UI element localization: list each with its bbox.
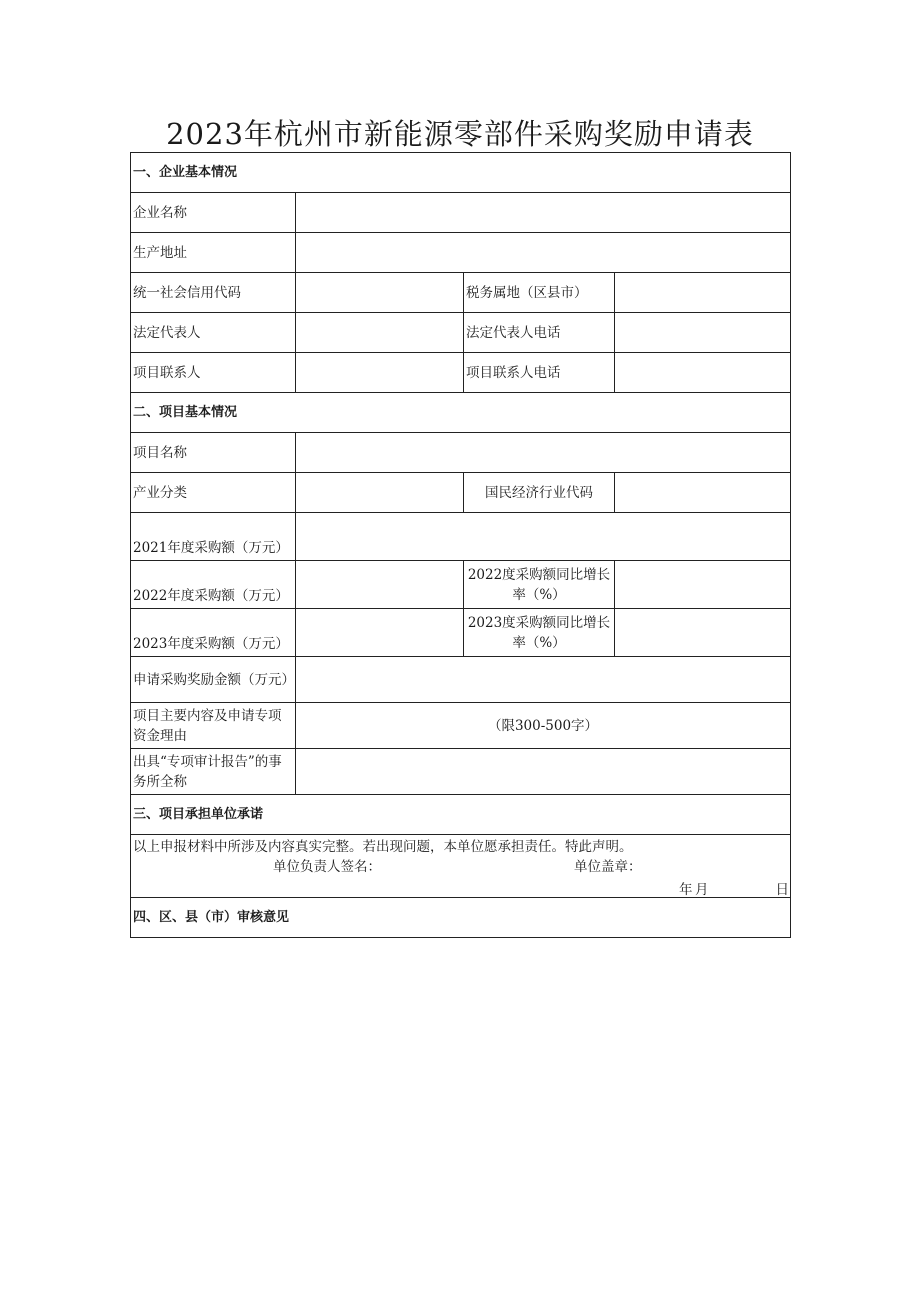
reward-amount-field[interactable] [296,657,791,703]
project-name-field[interactable] [296,433,791,473]
section-1-heading-row [131,153,791,193]
purchase-2023-label: 2023年度采购额（万元） [131,609,296,657]
project-name-label: 项目名称 [131,433,296,473]
industry-row [131,473,791,513]
purchase-2022-label: 2022年度采购额（万元） [131,561,296,609]
legal-rep-row [131,313,791,353]
section-1-heading: 一、企业基本情况 [131,153,791,193]
industry-code-label: 国民经济行业代码 [464,473,615,513]
legal-rep-phone-label: 法定代表人电话 [464,313,615,353]
legal-rep-field[interactable] [296,313,464,353]
promise-statement: 以上申报材料中所涉及内容真实完整。若出现问题，本单位愿承担责任。特此声明。 [133,839,633,855]
purchase-2023-row [131,609,791,657]
date-day: 日 [775,882,790,898]
promise-cell [131,835,791,898]
address-row [131,233,791,273]
seal-label: 单位盖章： [574,859,642,875]
audit-firm-row [131,749,791,795]
legal-rep-phone-field[interactable] [615,313,791,353]
growth-2023-field[interactable] [615,609,791,657]
content-limit-hint: （限300-500字） [487,717,599,734]
signer-label: 单位负责人签名： [273,859,381,875]
contact-phone-field[interactable] [615,353,791,393]
purchase-2021-label: 2021年度采购额（万元） [131,513,296,561]
purchase-2022-row [131,561,791,609]
industry-field[interactable] [296,473,464,513]
section-4-heading-row [131,898,791,938]
promise-row [131,835,791,898]
company-name-row [131,193,791,233]
address-label: 生产地址 [131,233,296,273]
tax-area-field[interactable] [615,273,791,313]
section-3-heading-row [131,795,791,835]
contact-field[interactable] [296,353,464,393]
application-form-table [130,152,791,938]
credit-code-row [131,273,791,313]
section-3-heading: 三、项目承担单位承诺 [131,795,791,835]
purchase-2023-field[interactable] [296,609,464,657]
contact-phone-label: 项目联系人电话 [464,353,615,393]
growth-2023-label: 2023度采购额同比增长率（%） [464,609,615,657]
credit-code-label: 统一社会信用代码 [131,273,296,313]
address-field[interactable] [296,233,791,273]
content-reason-row [131,703,791,749]
page-title: 2023年杭州市新能源零部件采购奖励申请表 [166,117,754,151]
section-2-heading-row [131,393,791,433]
reward-amount-label: 申请采购奖励金额（万元） [131,657,296,703]
content-reason-label: 项目主要内容及申请专项资金理由 [131,703,296,749]
company-name-label: 企业名称 [131,193,296,233]
company-name-field[interactable] [296,193,791,233]
growth-2022-field[interactable] [615,561,791,609]
growth-2022-label: 2022度采购额同比增长率（%） [464,561,615,609]
reward-amount-row [131,657,791,703]
content-reason-field[interactable] [296,703,791,749]
tax-area-label: 税务属地（区县市） [464,273,615,313]
contact-label: 项目联系人 [131,353,296,393]
audit-firm-field[interactable] [296,749,791,795]
date-year: 年 [679,882,693,898]
legal-rep-label: 法定代表人 [131,313,296,353]
credit-code-field[interactable] [296,273,464,313]
purchase-2021-field[interactable] [296,513,791,561]
industry-label: 产业分类 [131,473,296,513]
project-name-row [131,433,791,473]
purchase-2021-row [131,513,791,561]
date-month: 月 [695,882,709,898]
section-4-heading: 四、区、县（市）审核意见 [131,898,791,938]
purchase-2022-field[interactable] [296,561,464,609]
audit-firm-label: 出具“专项审计报告”的事务所全称 [131,749,296,795]
industry-code-field[interactable] [615,473,791,513]
section-2-heading: 二、项目基本情况 [131,393,791,433]
contact-row [131,353,791,393]
